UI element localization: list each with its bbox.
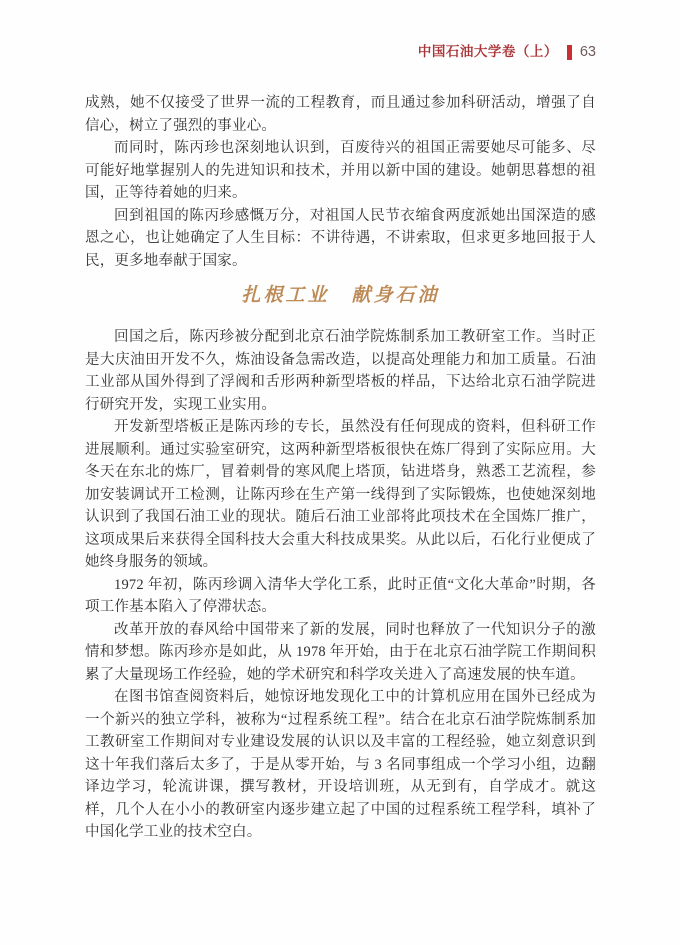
body-paragraph: 改革开放的春风给中国带来了新的发展，同时也释放了一代知识分子的激情和梦想。陈丙珍亦是如此，从 1978 年开始，由于在北京石油学院工作期间积累了大量现场工作经验，她的学术研究和科学攻关进入了高速发展的快车道。 <box>85 621 596 683</box>
page-header <box>85 42 596 62</box>
body-paragraph: 而同时，陈丙珍也深刻地认识到，百废待兴的祖国正需要她尽可能多、尽可能好地掌握别人的先进知识和技术，并用以新中国的建设。她朝思暮想的祖国，正等待着她的归来。 <box>85 140 596 201</box>
body-paragraph: 在图书馆查阅资料后，她惊讶地发现化工中的计算机应用在国外已经成为一个新兴的独立学科，被称为“过程系统工程”。结合在北京石油学院炼制系加工教研室工作期间对专业建设发展的认识以及丰富的工程经验，她立刻意识到这十年我们落后太多了，于是从零开始，与 3 名同事组成一个学习小组，边翻译边学习，轮流讲课，撰写教材，开设培训班，从无到有，自学成才。就这样，几个人在小小的教研室内逐步建立起了中国的过程系统工程学科，填补了中国化学工业的技术空白。 <box>85 689 596 840</box>
body-paragraph: 回国之后，陈丙珍被分配到北京石油学院炼制系加工教研室工作。当时正是大庆油田开发不久，炼油设备急需改造，以提高处理能力和加工质量。石油工业部从国外得到了浮阀和舌形两种新型塔板的样品，下达给北京石油学院进行研究开发，实现工业实用。 <box>85 329 596 413</box>
body-paragraph: 1972 年初，陈丙珍调入清华大学化工系，此时正值“文化大革命”时期，各项工作基本陷入了停滞状态。 <box>85 576 596 615</box>
header-booklet-title: 中国石油大学卷（上） <box>417 44 558 59</box>
body-paragraph: 开发新型塔板正是陈丙珍的专长，虽然没有任何现成的资料，但科研工作进展顺利。通过实验室研究，这两种新型塔板很快在炼厂得到了实际应用。大冬天在东北的炼厂，冒着刺骨的寒风爬上塔顶，钻进塔身，熟悉工艺流程，参加安装调试开工检测，让陈丙珍在生产第一线得到了实际锻炼，也使她深刻地认识到了我国石油工业的现状。随后石油工业部将此项技术在全国炼厂推广，这项成果后来获得全国科技大会重大科技成果奖。从此以后，石化行业便成了她终身服务的领域。 <box>85 419 596 570</box>
body-paragraph: 回到祖国的陈丙珍感慨万分，对祖国人民节衣缩食两度派她出国深造的感恩之心，也让她确定了人生目标：不讲待遇，不讲索取，但求更多地回报于人民，更多地奉献于国家。 <box>85 207 596 269</box>
section-heading: 扎根工业 献身石油 <box>241 284 440 306</box>
body-paragraph: 成熟，她不仅接受了世界一流的工程教育，而且通过参加科研活动，增强了自信心，树立了强烈的事业心。 <box>85 95 596 134</box>
page-body <box>85 92 596 844</box>
header-divider-bar <box>567 45 572 60</box>
page-number: 63 <box>579 44 596 60</box>
